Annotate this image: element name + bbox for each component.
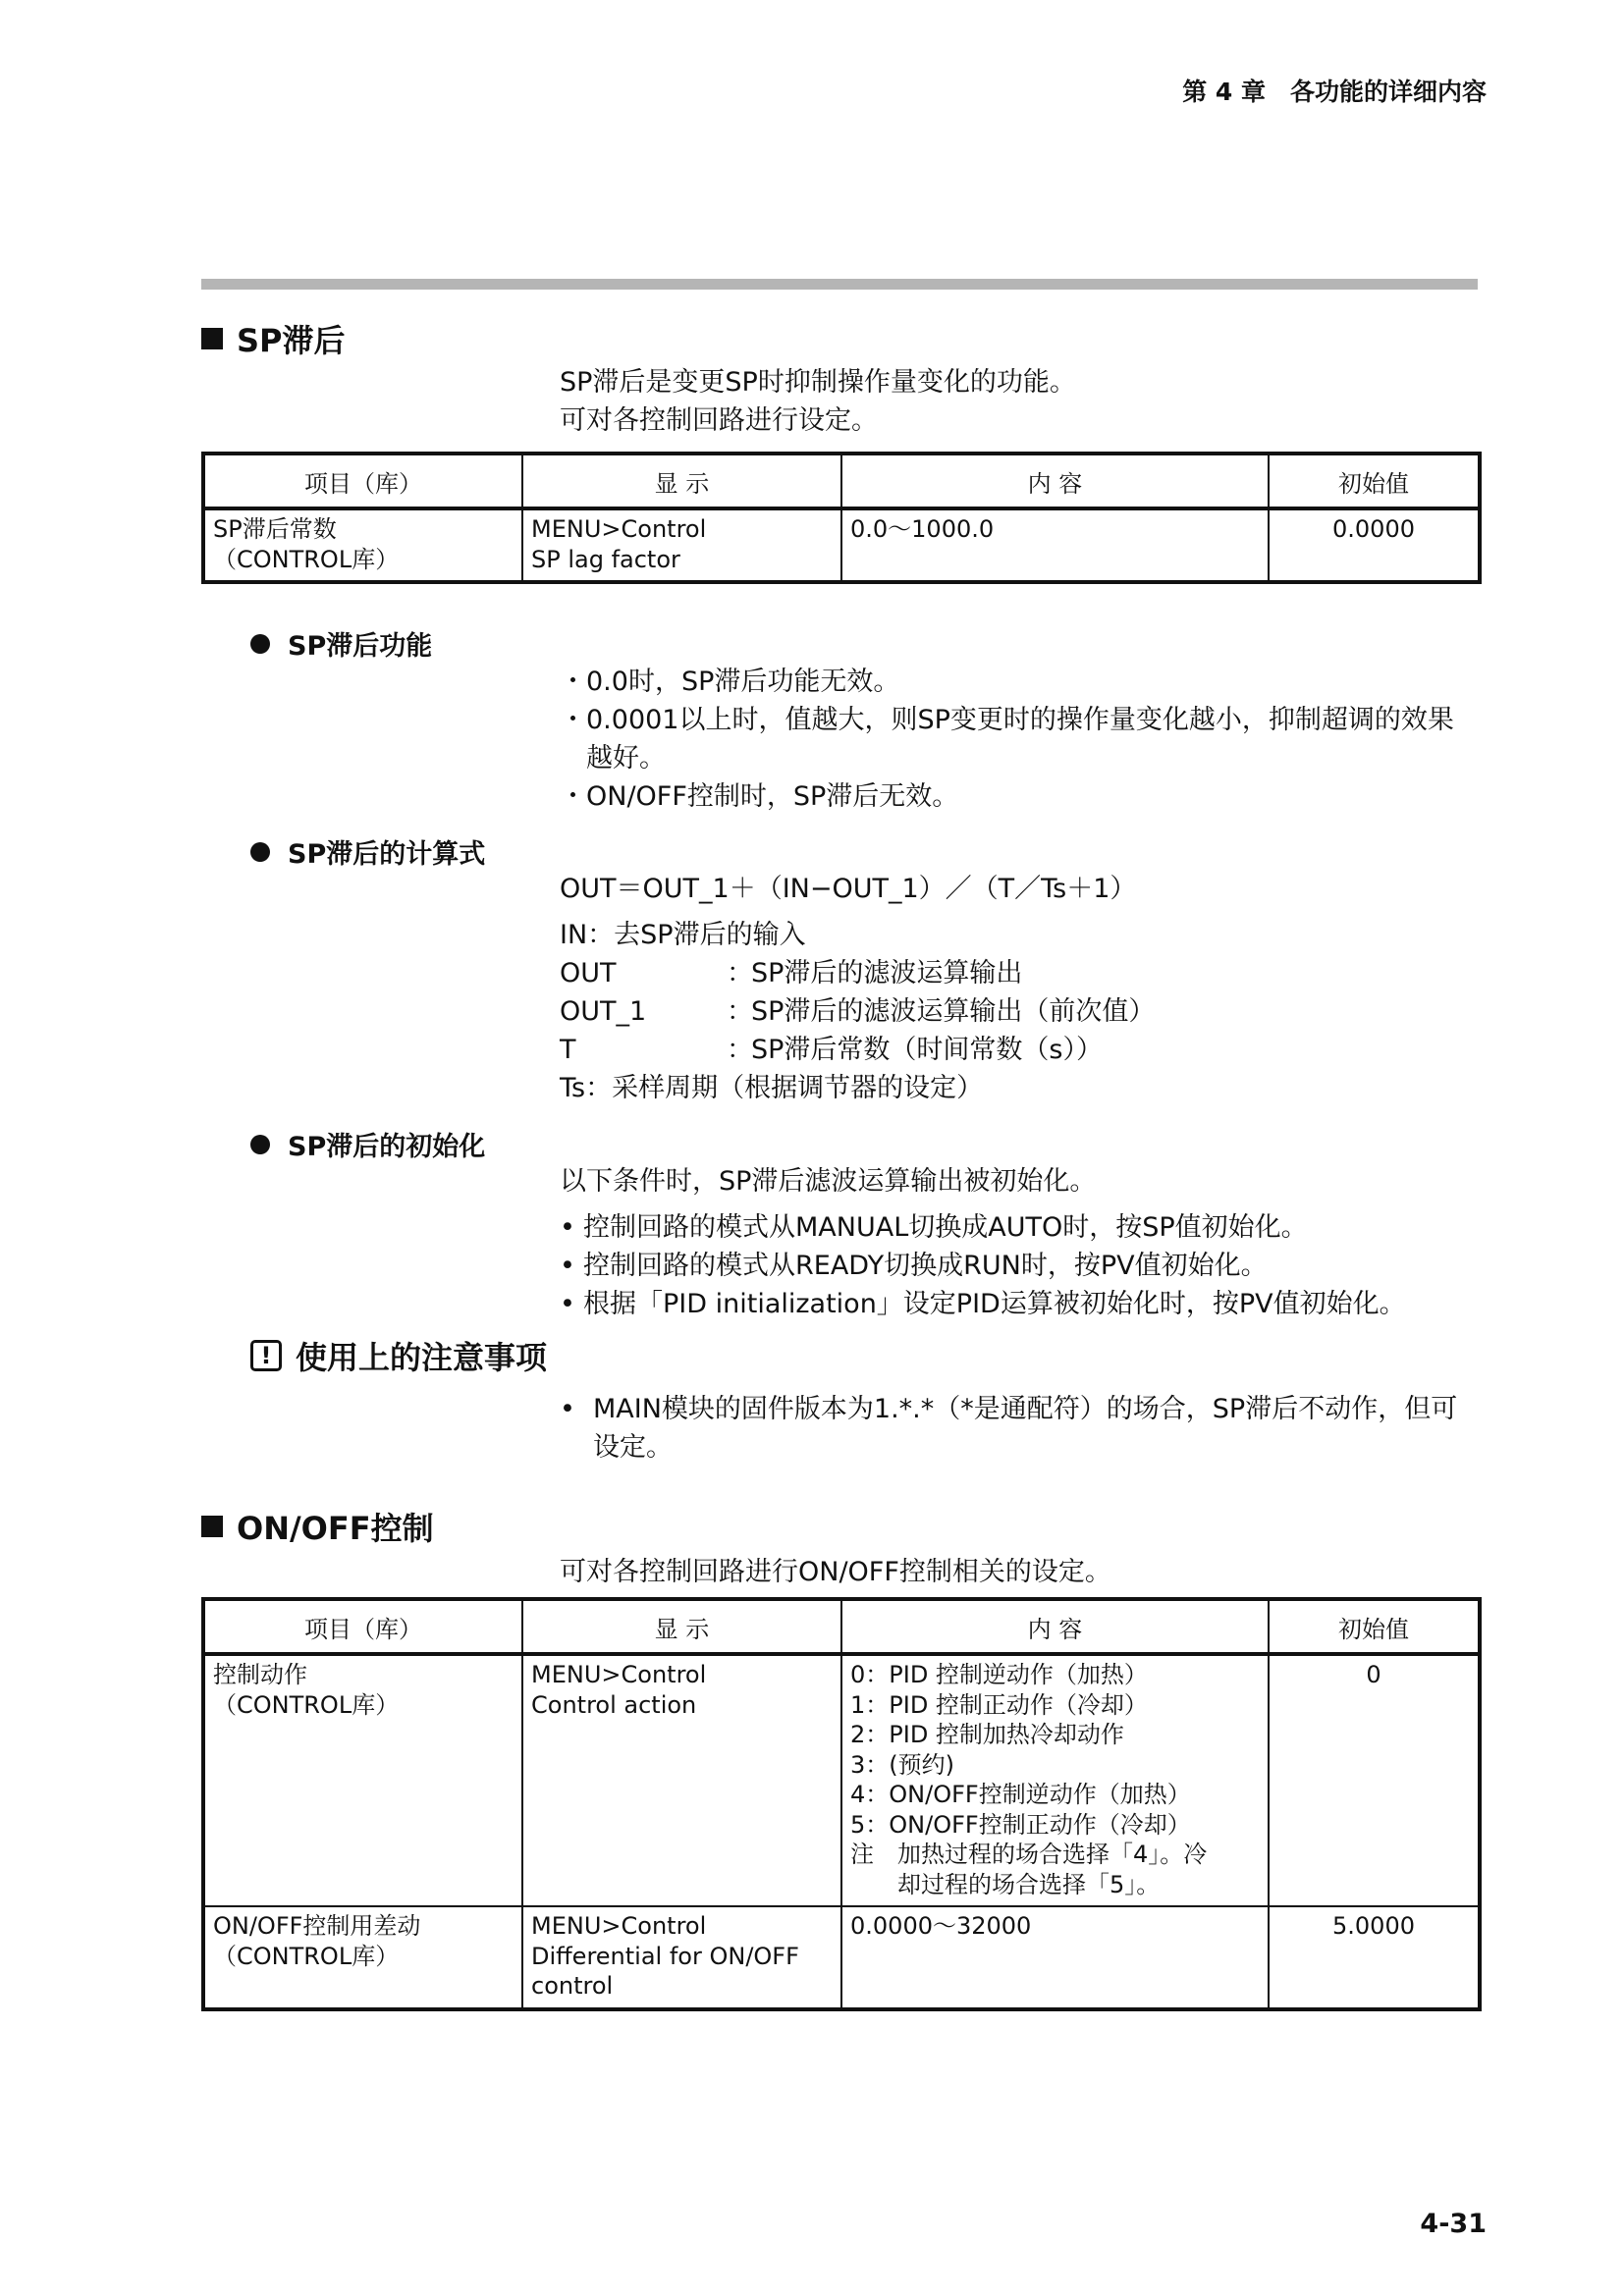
subsection-title-formula: [250, 832, 485, 871]
square-bullet-icon: [201, 1516, 223, 1537]
init-intro: 以下条件时，SP滞后滤波运算输出被初始化。: [560, 1166, 1097, 1197]
bullet-icon: •: [560, 1289, 575, 1319]
formula-variable: [560, 992, 1155, 1031]
chapter-header: 第 4 章 各功能的详细内容: [1182, 78, 1487, 106]
list-item-text: [593, 1390, 1457, 1467]
list-item: ・0.0时，SP滞后功能无效。: [560, 667, 900, 697]
variable-name: OUT_1: [560, 996, 647, 1027]
content-note: 却过程的场合选择「5」。: [850, 1870, 1161, 1898]
list-item: ・0.0001以上时，值越大，则SP变更时的操作量变化越小，抑制超调的效果: [560, 705, 1454, 735]
content-cell: [841, 1906, 1269, 2009]
formula-ts-line: Ts：采样周期（根据调节器的设定）: [560, 1073, 984, 1103]
section-title-sp-lag: [201, 316, 346, 361]
caution-block: [560, 1390, 1457, 1467]
section-title-text: SP滞后: [237, 322, 346, 359]
display-path: MENU>Control: [531, 1661, 707, 1688]
content-option: 4：ON/OFF控制逆动作（加热）: [850, 1781, 1191, 1808]
formula-block: [560, 870, 1155, 1107]
formula-in-line: IN：去SP滞后的输入: [560, 920, 806, 950]
subsection-title-function: [250, 624, 432, 663]
column-header: 内 容: [841, 454, 1269, 508]
onoff-table: [201, 1597, 1482, 2011]
item-bank: （CONTROL库）: [213, 545, 400, 573]
formula-variable: [560, 954, 1155, 992]
content-range: 0.0000～32000: [850, 1912, 1032, 1940]
circle-bullet-icon: [250, 842, 270, 862]
item-name: ON/OFF控制用差动: [213, 1912, 421, 1940]
item-name: 控制动作: [213, 1661, 307, 1688]
page-number: 4-31: [1420, 2209, 1487, 2239]
section-title-onoff: [201, 1504, 434, 1549]
display-path: MENU>Control: [531, 1912, 707, 1940]
content-option: 3：(预约): [850, 1750, 954, 1779]
table-row: [203, 1654, 1480, 1906]
display-cell: [522, 1906, 841, 2009]
function-list: [560, 663, 1454, 816]
display-name: Differential for ON/OFF: [531, 1942, 799, 1970]
init-block: [560, 1162, 1406, 1323]
variable-name: OUT: [560, 958, 617, 988]
section-title-text: ON/OFF控制: [237, 1510, 434, 1547]
content-note: 注 加热过程的场合选择「4」。冷: [850, 1841, 1208, 1868]
content-option: 2：PID 控制加热冷却动作: [850, 1721, 1124, 1748]
item-bank: （CONTROL库）: [213, 1690, 400, 1719]
variable-desc: SP滞后常数（时间常数（s））: [751, 1035, 1103, 1065]
circle-bullet-icon: [250, 1135, 270, 1154]
content-cell: [841, 508, 1269, 582]
item-cell: [203, 1654, 522, 1906]
circle-bullet-icon: [250, 634, 270, 654]
display-path: MENU>Control: [531, 515, 707, 543]
variable-name: T: [560, 1035, 576, 1065]
variable-desc: SP滞后的滤波运算输出（前次值）: [751, 996, 1156, 1027]
caution-title-text: 使用上的注意事项: [296, 1339, 548, 1376]
column-header: 内 容: [841, 1599, 1269, 1654]
content-option: 1：PID 控制正动作（冷却）: [850, 1690, 1148, 1719]
item-name: SP滞后常数: [213, 515, 337, 543]
bullet-icon: •: [560, 1212, 575, 1243]
variable-sep: ：: [727, 958, 753, 988]
item-bank: （CONTROL库）: [213, 1942, 400, 1970]
list-item-text: 控制回路的模式从READY切换成RUN时，按PV值初始化。: [583, 1251, 1268, 1281]
sp-lag-intro-line: SP滞后是变更SP时抑制操作量变化的功能。: [560, 367, 1076, 398]
display-name: Control action: [531, 1690, 697, 1719]
variable-sep: ：: [727, 996, 753, 1027]
column-header: 显 示: [522, 454, 841, 508]
formula-equation: OUT＝OUT_1＋（IN−OUT_1）／（T／Ts＋1）: [560, 874, 1137, 904]
bullet-icon: •: [560, 1394, 575, 1424]
display-name: control: [531, 1972, 614, 2000]
sp-lag-table: [201, 452, 1482, 584]
display-cell: [522, 508, 841, 582]
subsection-title-text: SP滞后功能: [288, 631, 433, 662]
onoff-intro: 可对各控制回路进行ON/OFF控制相关的设定。: [560, 1557, 1111, 1587]
bullet-icon: •: [560, 1251, 575, 1281]
list-item: ・ON/OFF控制时，SP滞后无效。: [560, 781, 959, 812]
column-header: 项目（库）: [203, 454, 522, 508]
initial-value-cell: 0.0000: [1269, 508, 1480, 582]
table-header-row: [203, 1599, 1480, 1654]
initial-value-cell: 5.0000: [1269, 1906, 1480, 2009]
sp-lag-intro-line: 可对各控制回路进行设定。: [560, 405, 878, 436]
display-name: SP lag factor: [531, 545, 680, 573]
list-item: [560, 1247, 1406, 1285]
subsection-title-init: [250, 1125, 485, 1163]
square-bullet-icon: [201, 328, 223, 349]
list-item: [560, 1390, 1457, 1467]
item-cell: [203, 1906, 522, 2009]
list-item-text: 控制回路的模式从MANUAL切换成AUTO时，按SP值初始化。: [583, 1212, 1308, 1243]
list-item: [560, 1208, 1406, 1247]
table-row: [203, 508, 1480, 582]
caution-title: [250, 1333, 547, 1378]
sp-lag-intro: [560, 363, 1076, 440]
display-cell: [522, 1654, 841, 1906]
variable-desc: SP滞后的滤波运算输出: [751, 958, 1023, 988]
caution-line: MAIN模块的固件版本为1.*.*（*是通配符）的场合，SP滞后不动作，但可: [593, 1394, 1458, 1424]
caution-line: 设定。: [593, 1432, 673, 1463]
content-cell: [841, 1654, 1269, 1906]
initial-value-cell: 0: [1269, 1654, 1480, 1906]
list-item: 越好。: [560, 743, 666, 774]
variable-sep: ：: [727, 1035, 753, 1065]
column-header: 初始值: [1269, 454, 1480, 508]
content-option: 5：ON/OFF控制正动作（冷却）: [850, 1810, 1191, 1839]
content-range: 0.0～1000.0: [850, 515, 995, 543]
exclamation-icon: !: [250, 1340, 282, 1371]
content-option: 0：PID 控制逆动作（加热）: [850, 1661, 1148, 1688]
subsection-title-text: SP滞后的计算式: [288, 839, 486, 870]
column-header: 显 示: [522, 1599, 841, 1654]
list-item: [560, 1285, 1406, 1323]
column-header: 初始值: [1269, 1599, 1480, 1654]
subsection-title-text: SP滞后的初始化: [288, 1132, 486, 1162]
table-row: [203, 1906, 1480, 2009]
list-item-text: 根据「PID initialization」设定PID运算被初始化时，按PV值初始化。: [583, 1289, 1406, 1319]
column-header: 项目（库）: [203, 1599, 522, 1654]
item-cell: [203, 508, 522, 582]
table-header-row: [203, 454, 1480, 508]
section-rule: [201, 279, 1478, 290]
formula-variable: [560, 1031, 1155, 1069]
